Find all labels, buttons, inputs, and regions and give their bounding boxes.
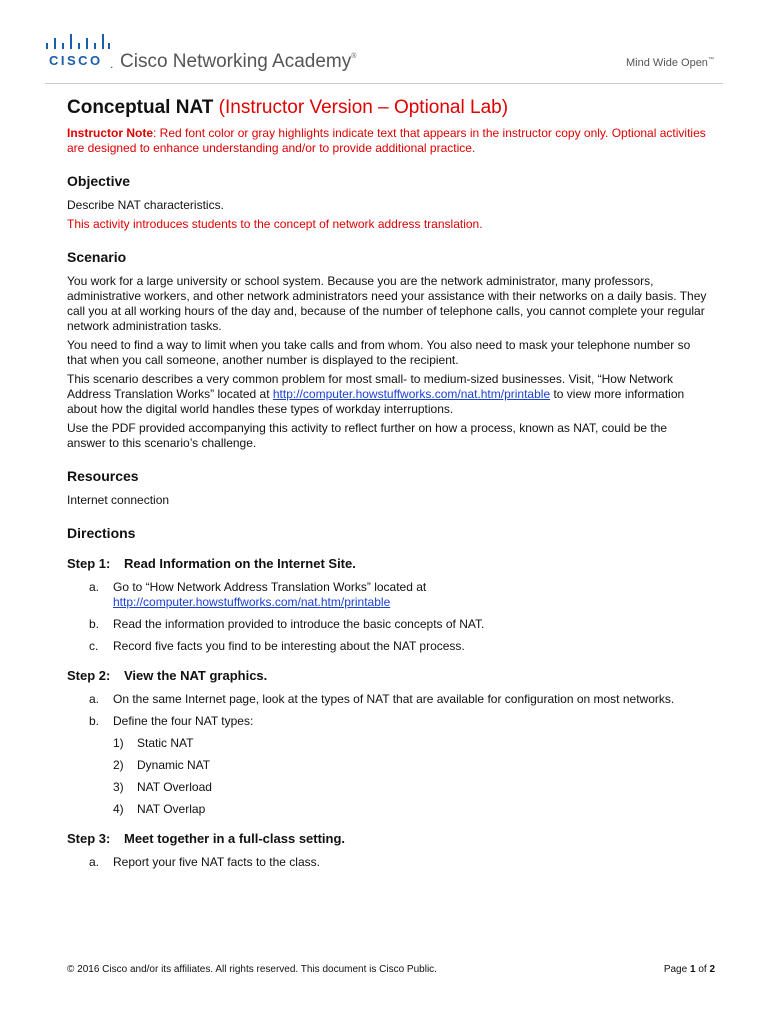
step-3-heading xyxy=(67,831,707,847)
list-marker: a. xyxy=(89,855,100,869)
header-divider xyxy=(45,83,723,84)
academy-name-text: Cisco Networking Academy xyxy=(120,51,352,72)
title-main: Conceptual NAT xyxy=(67,97,214,118)
howstuffworks-link-step-1[interactable]: http://computer.howstuffworks.com/nat.htm/printable xyxy=(113,595,391,609)
list-item xyxy=(67,639,707,654)
nat-type-item xyxy=(67,780,707,795)
nat-type-item xyxy=(67,736,707,751)
document-title xyxy=(67,96,707,120)
list-marker: a. xyxy=(89,580,100,594)
list-marker: b. xyxy=(89,617,100,631)
instructor-note-label: Instructor Note xyxy=(67,126,154,140)
howstuffworks-link[interactable]: http://computer.howstuffworks.com/nat.htm/printable xyxy=(272,387,551,401)
nat-type-marker: 3) xyxy=(113,780,124,794)
step-1-number: Step 1: xyxy=(67,556,111,571)
step-3-number: Step 3: xyxy=(67,831,111,846)
resources-text: Internet connection xyxy=(67,493,170,507)
academy-name xyxy=(120,51,356,73)
nat-type-text: Static NAT xyxy=(137,736,194,750)
title-version: (Instructor Version – Optional Lab) xyxy=(218,97,509,118)
list-marker: c. xyxy=(89,639,99,653)
page-number xyxy=(664,964,715,975)
list-item xyxy=(67,714,707,729)
objective-instructor-text: This activity introduces students to the concept of network address translation. xyxy=(67,217,483,231)
nat-type-marker: 4) xyxy=(113,802,124,816)
list-marker: b. xyxy=(89,714,100,728)
instructor-note-text: : Red font color or gray highlights indicate text that appears in the instructor copy only. Optional activities are designed to enhance understanding and/or to provide additional practice. xyxy=(67,126,706,155)
step-2-title: View the NAT graphics. xyxy=(124,668,268,683)
step-3-title: Meet together in a full-class setting. xyxy=(124,831,346,846)
document-body xyxy=(67,96,707,877)
page-current: 1 xyxy=(689,964,696,975)
tagline xyxy=(626,57,714,69)
scenario-p3-start: This scenario describes a very common problem for most small- to medium-sized businesses. Visit, “How Network Address Translation Works” located at xyxy=(67,372,673,401)
page-total: 2 xyxy=(709,964,715,975)
step-1-title: Read Information on the Internet Site. xyxy=(124,556,356,571)
registered-mark: ® xyxy=(351,53,357,60)
copyright-text: © 2016 Cisco and/or its affiliates. All rights reserved. This document is Cisco Public. xyxy=(67,964,437,975)
list-item-text: On the same Internet page, look at the types of NAT that are available for configuration on most networks. xyxy=(113,692,675,706)
page-label: Page xyxy=(663,964,688,975)
list-item xyxy=(67,692,707,707)
resources-heading: Resources xyxy=(67,468,139,484)
list-item-text: Define the four NAT types: xyxy=(113,714,254,728)
tagline-text: Mind Wide Open xyxy=(626,57,708,69)
nat-type-text: NAT Overload xyxy=(137,780,212,794)
cisco-wordmark: CISCO xyxy=(49,53,103,68)
list-item xyxy=(67,617,707,632)
step-2-heading xyxy=(67,668,707,684)
logo-dot: . xyxy=(110,57,114,71)
scenario-paragraph-1: You work for a large university or school system. Because you are the network administrator, many professors, administrative workers, and other network administrators need your assistance with their networks on a daily basis. They call you at all working hours of the day and, because of the number of telephone calls, you cannot complete your regular network administration tasks. xyxy=(67,274,707,333)
list-marker: a. xyxy=(89,692,100,706)
scenario-p3-end: to view more information about how the digital world handles these types of workday interruptions. xyxy=(67,387,685,416)
scenario-paragraph-4: Use the PDF provided accompanying this activity to reflect further on how a process, known as NAT, could be the answer to this scenario’s challenge. xyxy=(67,421,668,450)
nat-type-marker: 1) xyxy=(113,736,124,750)
step-2-number: Step 2: xyxy=(67,668,111,683)
nat-type-text: NAT Overlap xyxy=(137,802,206,816)
scenario-paragraph-2: You need to find a way to limit when you take calls and from whom. You also need to mask your telephone number so that when you call someone, another number is displayed to the recipient. xyxy=(67,338,691,367)
objective-text: Describe NAT characteristics. xyxy=(67,198,224,212)
list-item-text: Record five facts you find to be interesting about the NAT process. xyxy=(113,639,465,653)
list-item-text: Go to “How Network Address Translation Works” located at xyxy=(113,580,427,594)
nat-type-marker: 2) xyxy=(113,758,124,772)
objective-heading: Objective xyxy=(67,173,131,189)
scenario-heading: Scenario xyxy=(67,249,127,265)
nat-type-text: Dynamic NAT xyxy=(137,758,211,772)
list-item-text: Read the information provided to introduce the basic concepts of NAT. xyxy=(113,617,485,631)
instructor-note xyxy=(67,126,707,156)
directions-heading: Directions xyxy=(67,525,136,541)
trademark-mark: ™ xyxy=(707,57,714,63)
nat-type-item xyxy=(67,802,707,817)
cisco-logo-icon xyxy=(45,33,111,51)
list-item xyxy=(67,580,707,610)
scenario-paragraph-3 xyxy=(67,372,707,417)
nat-type-item xyxy=(67,758,707,773)
page-of: of xyxy=(698,964,707,975)
list-item-text: Report your five NAT facts to the class. xyxy=(113,855,320,869)
list-item xyxy=(67,855,707,870)
page-header xyxy=(0,0,768,90)
step-1-heading xyxy=(67,556,707,572)
